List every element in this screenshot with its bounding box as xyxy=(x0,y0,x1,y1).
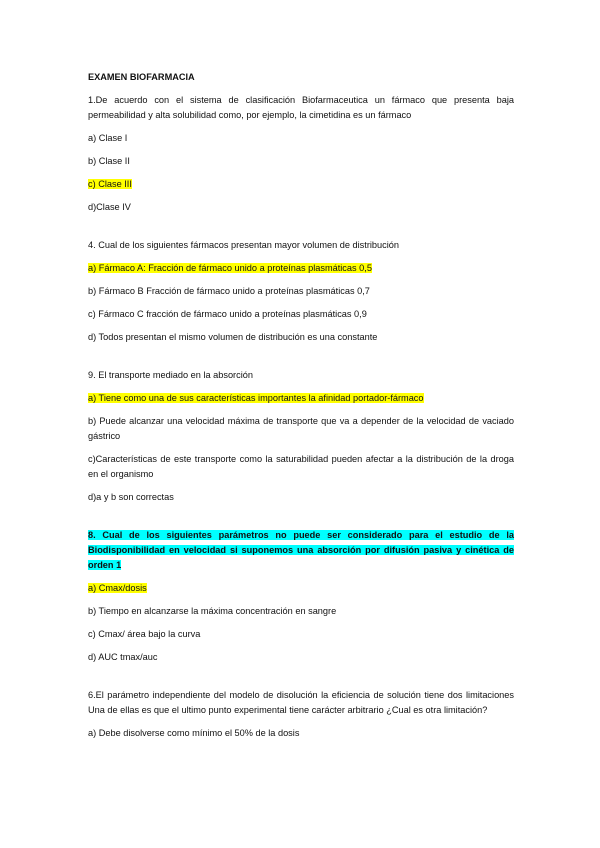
spacer xyxy=(88,513,514,528)
highlighted-answer-1c: c) Clase III xyxy=(88,179,132,189)
highlighted-answer-9a: a) Tiene como una de sus características importantes la afinidad portador-fármaco xyxy=(88,393,424,403)
exam-page xyxy=(88,70,514,749)
exam-title: EXAMEN BIOFARMACIA xyxy=(88,72,195,82)
option-4d: d) Todos presentan el mismo volumen de distribución es una constante xyxy=(88,332,378,342)
question-4: 4. Cual de los siguientes fármacos presentan mayor volumen de distribución xyxy=(88,240,400,250)
option-1a: a) Clase I xyxy=(88,133,128,143)
spacer xyxy=(88,673,514,688)
option-1d: d)Clase IV xyxy=(88,202,131,212)
option-4a xyxy=(88,261,514,276)
question-1: 1.De acuerdo con el sistema de clasificación Biofarmaceutica un fármaco que presenta baja permeabilidad y alta solubilidad como, por ejemplo, la cimetidina es un fármaco xyxy=(88,95,514,120)
question-6: 6.El parámetro independiente del modelo de disolución la eficiencia de solución tiene dos limitaciones Una de ellas es que el ultimo punto experimental tiene carácter arbitrario ¿Cual es otra limitación? xyxy=(88,690,514,715)
option-1c xyxy=(88,177,514,192)
option-4c: c) Fármaco C fracción de fármaco unido a proteínas plasmáticas 0,9 xyxy=(88,309,367,319)
option-8c: c) Cmax/ área bajo la curva xyxy=(88,629,201,639)
option-9b: b) Puede alcanzar una velocidad máxima de transporte que va a depender de la velocidad de vaciado gástrico xyxy=(88,416,514,441)
question-8 xyxy=(88,528,514,573)
option-1b: b) Clase II xyxy=(88,156,130,166)
option-8b: b) Tiempo en alcanzarse la máxima concentración en sangre xyxy=(88,606,337,616)
spacer xyxy=(88,353,514,368)
option-8d: d) AUC tmax/auc xyxy=(88,652,158,662)
question-9: 9. El transporte mediado en la absorción xyxy=(88,370,253,380)
option-9a xyxy=(88,391,514,406)
highlighted-answer-4a: a) Fármaco A: Fracción de fármaco unido a proteínas plasmáticas 0,5 xyxy=(88,263,372,273)
option-9d: d)a y b son correctas xyxy=(88,492,174,502)
highlighted-answer-8a: a) Cmax/dosis xyxy=(88,583,147,593)
option-6a: a) Debe disolverse como mínimo el 50% de la dosis xyxy=(88,728,300,738)
spacer xyxy=(88,223,514,238)
option-9c: c)Características de este transporte como la saturabilidad pueden afectar a la distribución de la droga en el organismo xyxy=(88,454,514,479)
option-8a xyxy=(88,581,514,596)
option-4b: b) Fármaco B Fracción de fármaco unido a proteínas plasmáticas 0,7 xyxy=(88,286,370,296)
highlighted-question-8: 8. Cual de los siguientes parámetros no puede ser considerado para el estudio de la Biodisponibilidad en velocidad si suponemos una absorción por difusión pasiva y cinética de orden 1 xyxy=(88,530,514,570)
